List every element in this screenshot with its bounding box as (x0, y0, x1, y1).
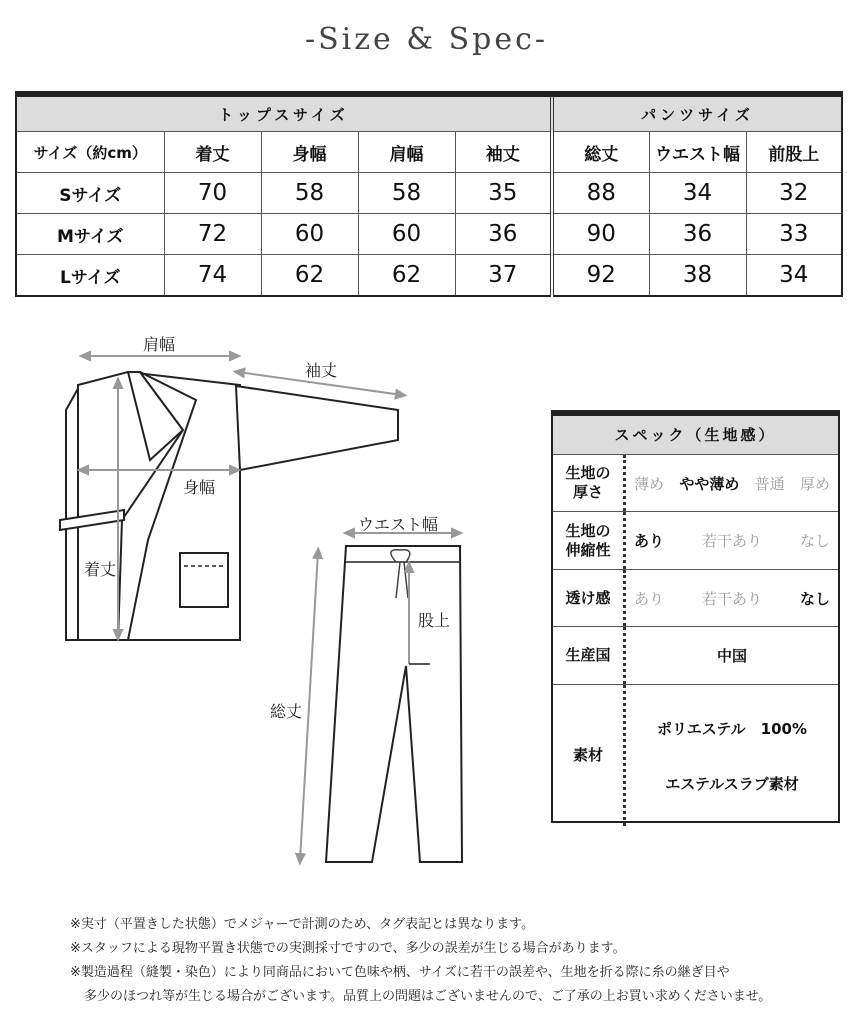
rise-label: 股上 (418, 611, 451, 630)
waist-width-label: ウエスト幅 (358, 515, 439, 534)
table-cell: 37 (455, 255, 552, 297)
option-sheer-yes: あり (634, 589, 665, 608)
table-cell: 34 (649, 173, 746, 214)
option-thick: 厚め (799, 474, 830, 493)
sleeve-length-label: 袖丈 (305, 361, 338, 380)
spec-label-thickness: 生地の 厚さ (553, 455, 626, 511)
table-cell: 62 (261, 255, 358, 297)
origin-value: 中国 (716, 647, 747, 665)
pants-size-group-header: パンツサイズ (552, 94, 842, 132)
column-header-length: 着丈 (164, 132, 261, 173)
table-cell: 58 (261, 173, 358, 214)
table-cell: 58 (358, 173, 455, 214)
table-cell: 33 (746, 214, 842, 255)
spec-row-thickness (553, 455, 838, 512)
table-cell: 32 (746, 173, 842, 214)
column-header-size: サイズ（約cm） (16, 132, 164, 173)
spec-table (551, 410, 840, 823)
spec-row-sheer (553, 570, 838, 627)
option-stretch-yes-selected: あり (634, 532, 665, 550)
option-stretch-none: なし (799, 532, 830, 550)
spec-label-origin: 生産国 (553, 627, 626, 684)
table-cell: 90 (552, 214, 649, 255)
table-cell: 88 (552, 173, 649, 214)
spec-label-stretch: 生地の 伸縮性 (553, 512, 626, 569)
spec-row-stretch (553, 512, 838, 570)
total-length-label: 総丈 (270, 702, 303, 721)
table-cell: 36 (649, 214, 746, 255)
table-cell: 35 (455, 173, 552, 214)
spec-row-origin (553, 627, 838, 685)
note-item: ※スタッフによる現物平置き状態での実測採寸ですので、多少の誤差が生じる場合があります。 (70, 941, 626, 956)
pants-outline (326, 546, 462, 862)
jacket-length-label: 着丈 (84, 560, 117, 579)
total-length-arrow (300, 552, 318, 860)
material-line-1: ポリエステル 100% (657, 719, 807, 738)
column-header-waist: ウエスト幅 (649, 132, 746, 173)
column-header-total-length: 総丈 (552, 132, 649, 173)
option-sheer-slight: 若干あり (701, 589, 762, 608)
option-sheer-none-selected: なし (799, 589, 830, 608)
option-normal: 普通 (754, 474, 785, 493)
table-cell: 60 (261, 214, 358, 255)
table-cell: 62 (358, 255, 455, 297)
shoulder-width-label: 肩幅 (143, 335, 176, 354)
column-header-sleeve: 袖丈 (455, 132, 552, 173)
tops-size-group-header: トップスサイズ (16, 94, 552, 132)
table-cell: 70 (164, 173, 261, 214)
row-label: Sサイズ (16, 173, 164, 214)
option-stretch-slight: 若干あり (701, 532, 762, 550)
table-cell: 72 (164, 214, 261, 255)
option-slightly-thin-selected: やや薄め (679, 474, 740, 493)
note-item: ※製造過程（縫製・染色）により同商品において色味や柄、サイズに若干の誤差や、生地を折る際に糸の継ぎ目や (70, 965, 730, 980)
note-item: 多少のほつれ等が生じる場合がございます。品質上の問題はございませんので、ご了承の上お買い求めくださいませ。 (84, 989, 772, 1004)
column-header-front-rise: 前股上 (746, 132, 842, 173)
option-thin: 薄め (634, 474, 665, 493)
note-item: ※実寸（平置きした状態）でメジャーで計測のため、タグ表記とは異なります。 (70, 917, 535, 932)
table-cell: 92 (552, 255, 649, 297)
spec-row-material (553, 685, 838, 826)
column-header-shoulder: 肩幅 (358, 132, 455, 173)
body-width-label: 身幅 (183, 478, 216, 497)
row-label: Lサイズ (16, 255, 164, 297)
notes (70, 913, 830, 1009)
row-label: Mサイズ (16, 214, 164, 255)
spec-label-material: 素材 (553, 685, 626, 826)
table-cell: 60 (358, 214, 455, 255)
column-header-body-width: 身幅 (261, 132, 358, 173)
table-cell: 38 (649, 255, 746, 297)
table-cell: 36 (455, 214, 552, 255)
table-cell: 34 (746, 255, 842, 297)
table-cell: 74 (164, 255, 261, 297)
material-line-2: エステルスラブ素材 (665, 774, 799, 793)
page-title: -Size & Spec- (304, 22, 549, 57)
spec-label-sheer: 透け感 (553, 570, 626, 626)
spec-title: スペック（生地感） (553, 412, 838, 455)
